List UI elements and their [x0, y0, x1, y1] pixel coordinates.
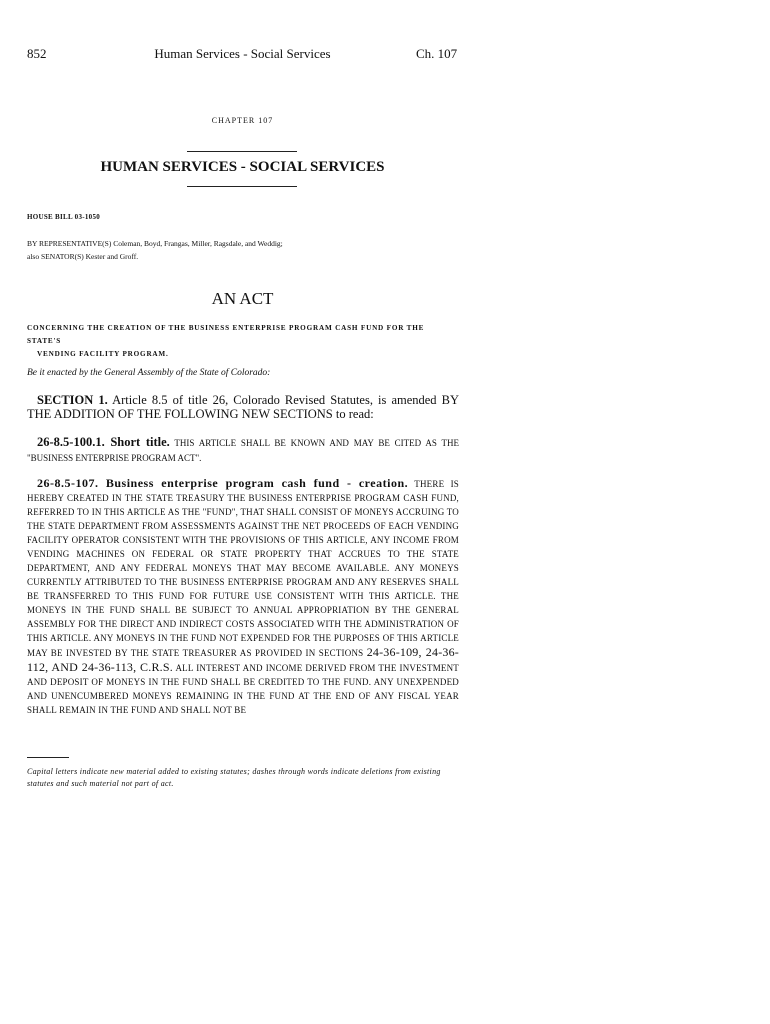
title-rule-bottom [187, 186, 297, 187]
chapter-reference: Ch. 107 [416, 46, 458, 61]
section-1-text: Article 8.5 of title 26, Colorado Revised Statutes, is amended BY THE ADDITION OF THE FOLLOWING NEW SECTIONS to read: [27, 393, 459, 421]
fund-section-text-2: ALL INTEREST AND INCOME DERIVED FROM THE INVESTMENT AND DEPOSIT OF MONEYS IN THE FUND SHALL BE CREDITED TO THE FUND. ANY UNEXPENDED AND UNENCUMBERED MONEYS REMAINING IN THE FUND AT THE END OF ANY FISCAL YEAR SHALL REMAIN IN THE FUND AND SHALL NOT BE [27, 663, 459, 715]
title-rule-top [187, 151, 297, 152]
short-title-section [27, 435, 459, 465]
page-number: 852 [27, 46, 47, 61]
section-1 [27, 393, 459, 421]
running-title: Human Services - Social Services [154, 46, 331, 61]
act-heading: AN ACT [211, 289, 274, 308]
short-title-label: 26-8.5-100.1. Short title. [37, 435, 170, 449]
concerning-line-2: VENDING FACILITY PROGRAM. [37, 350, 169, 358]
footnote-rule [27, 757, 69, 758]
fund-section-citation: 24-36-109, 24-36-112, AND 24-36-113, C.R.S. [27, 645, 459, 674]
sponsors-senators: also SENATOR(S) Kester and Groff. [27, 252, 139, 261]
short-title-text: THIS ARTICLE SHALL BE KNOWN AND MAY BE CITED AS THE "BUSINESS ENTERPRISE PROGRAM ACT". [27, 438, 459, 463]
enacting-clause: Be it enacted by the General Assembly of the State of Colorado: [27, 368, 271, 378]
sponsors-representatives: BY REPRESENTATIVE(S) Coleman, Boyd, Frangas, Miller, Ragsdale, and Weddig; [27, 239, 283, 248]
chapter-label: CHAPTER 107 [211, 116, 274, 125]
concerning-line-1: CONCERNING THE CREATION OF THE BUSINESS ENTERPRISE PROGRAM CASH FUND FOR THE STATE'S [27, 324, 425, 345]
house-bill-number: HOUSE BILL 03-1050 [27, 213, 101, 221]
footnote: Capital letters indicate new material added to existing statutes; dashes through words indicate deletions from existing statutes and such material not part of act. [27, 767, 441, 788]
fund-section [27, 476, 459, 717]
sponsors [27, 237, 283, 263]
document-title: HUMAN SERVICES - SOCIAL SERVICES [100, 159, 385, 175]
fund-section-text-1: THERE IS HEREBY CREATED IN THE STATE TREASURY THE BUSINESS ENTERPRISE PROGRAM CASH FUND, REFERRED TO IN THIS ARTICLE AS THE "FUND", THAT SHALL CONSIST OF MONEYS ACCRUING TO THE STATE DEPARTMENT FROM ASSESSMENTS AGAINST THE NET PROCEEDS OF EACH VENDING FACILITY OPERATOR CONSISTENT WITH THE PROVISIONS OF THIS ARTICLE, ANY INCOME FROM VENDING MACHINES ON FEDERAL OR STATE PROPERTY THAT ACCRUES TO THE STATE DEPARTMENT, AND ANY FEDERAL MONEYS THAT MAY BECOME AVAILABLE. ANY MONEYS CURRENTLY ATTRIBUTED TO THE BUSINESS ENTERPRISE PROGRAM AND ANY RESERVES SHALL BE TRANSFERRED TO THIS FUND FOR FUTURE USE CONSISTENT WITH THIS ARTICLE. THE MONEYS IN THE FUND SHALL BE SUBJECT TO ANNUAL APPROPRIATION BY THE GENERAL ASSEMBLY FOR THE DIRECT AND INDIRECT COSTS ASSOCIATED WITH THE ADMINISTRATION OF THIS ARTICLE. ANY MONEYS IN THE FUND NOT EXPENDED FOR THE PURPOSES OF THIS ARTICLE MAY BE INVESTED BY THE STATE TREASURER AS PROVIDED IN SECTIONS [27, 479, 459, 658]
section-1-label: SECTION 1. [37, 393, 108, 407]
concerning-clause [27, 322, 459, 361]
fund-section-label: 26-8.5-107. Business enterprise program cash fund - creation. [37, 476, 409, 490]
